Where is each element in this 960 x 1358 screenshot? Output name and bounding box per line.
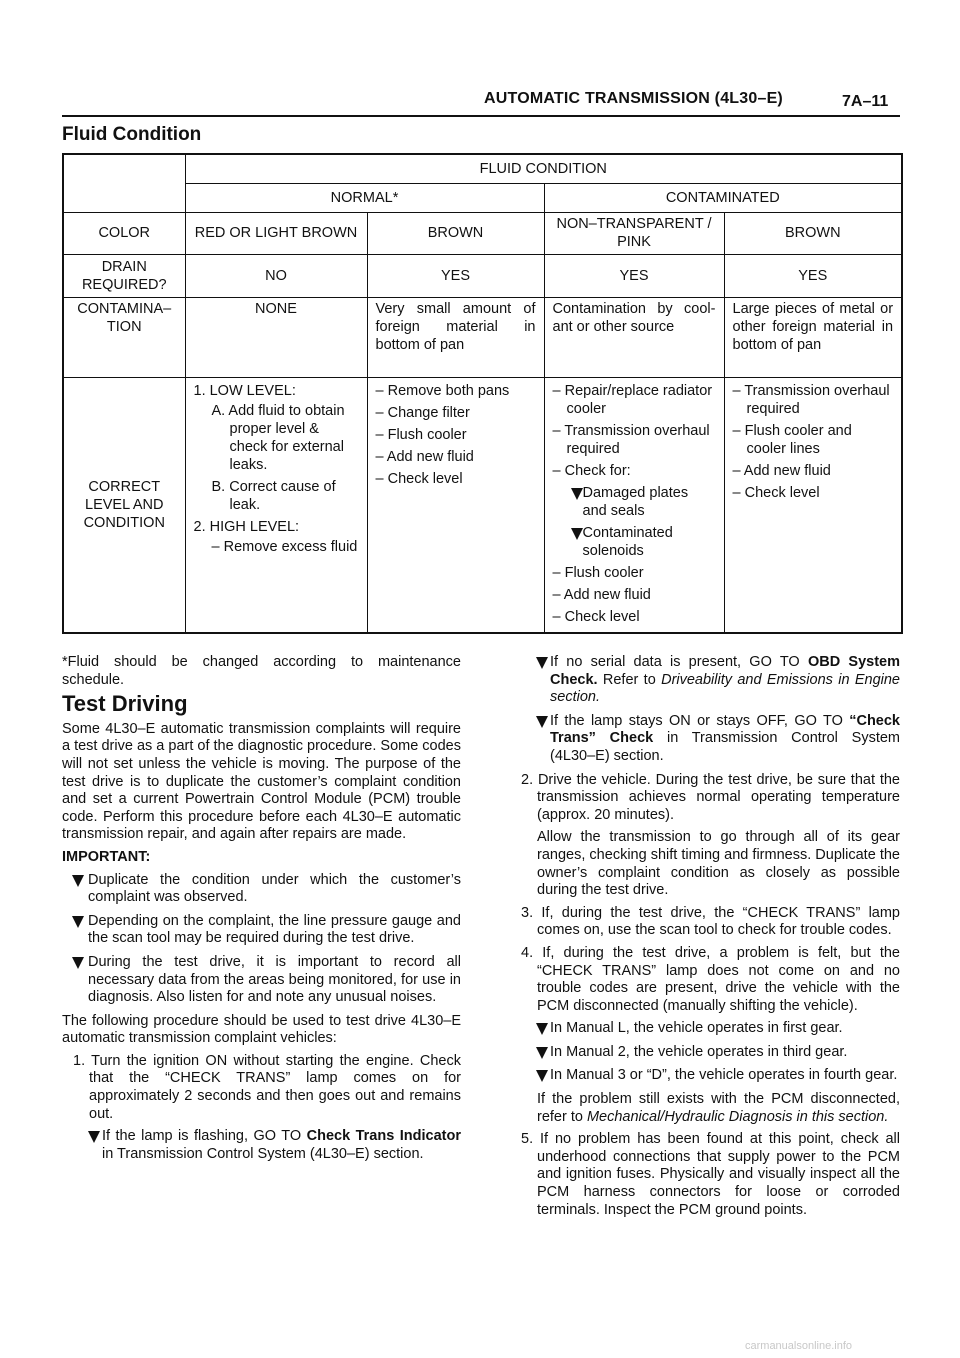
table-cell xyxy=(544,377,724,633)
list-item: – Transmission overhaul required xyxy=(732,382,890,417)
list-item xyxy=(510,1020,900,1038)
table-cell: NONE xyxy=(185,297,367,377)
watermark: carmanualsonline.info xyxy=(745,1340,853,1352)
table-row xyxy=(63,297,902,377)
table-title: FLUID CONDITION xyxy=(185,154,902,183)
list-item-text: If the lamp is flashing, GO TO xyxy=(102,1128,307,1145)
list-item: – Flush cooler and cooler lines xyxy=(732,422,852,457)
list-item: – Transmission overhaul required xyxy=(552,422,710,457)
list-item xyxy=(62,913,461,948)
bullet-triangle-icon xyxy=(536,657,548,669)
link-check-trans-indicator: Check Trans Indicator xyxy=(306,1128,461,1145)
table-row xyxy=(63,212,902,254)
list-item-text: During the test drive, it is important to record all necessary data from the areas being monitored, for use in diagnosis. Also listen for and note any unusual noises. xyxy=(88,953,461,1006)
list-item: – Repair/replace radiator cooler xyxy=(552,382,713,417)
table-cell xyxy=(367,377,544,633)
table-row xyxy=(63,254,902,297)
table-cell: Very small amount of foreign material in bottom of pan xyxy=(367,297,544,377)
step-4: 4. If, during the test drive, a problem is felt, but the “CHECK TRANS” lamp does not come on and no trouble codes are present, drive the vehicle with the PCM disconnected (manually shifting the vehicle). xyxy=(521,944,900,1014)
list-item: – Add new fluid xyxy=(732,462,831,479)
header-title: AUTOMATIC TRANSMISSION (4L30–E) xyxy=(484,90,783,107)
list-item: – Check for: xyxy=(552,462,631,479)
list-item xyxy=(62,954,461,1007)
list-item: – Add new fluid xyxy=(375,448,474,465)
left-column xyxy=(62,654,461,1169)
step-2-continued: Allow the transmission to go through all of its gear ranges, checking shift timing and firmness. Duplicate the owner’s complaint condition as closely as possible during the test drive. xyxy=(537,829,900,899)
bullet-triangle-icon xyxy=(571,528,583,540)
important-label: IMPORTANT: xyxy=(62,848,151,865)
table-corner-cell xyxy=(63,154,185,212)
list-item-text: Refer to xyxy=(597,671,662,688)
table-row xyxy=(63,377,902,633)
list-item: – Flush cooler xyxy=(375,426,467,443)
link-obd-system-check: OBD System Check. xyxy=(550,654,900,688)
table-cell: BROWN xyxy=(367,212,544,254)
list-item-text: in Transmission Control System (4L30–E) section. xyxy=(102,1145,424,1162)
group-contaminated: CONTAMINATED xyxy=(544,183,902,212)
bullet-triangle-icon xyxy=(571,488,583,500)
bullet-triangle-icon xyxy=(536,1023,548,1035)
fluid-condition-table xyxy=(62,153,903,634)
step-5: 5. If no problem has been found at this point, check all underhood connections that supply power to the PCM and ignition fuses. Physically and visually inspect all the PCM harness connectors for loose or corroded terminals. Inspect the PCM ground points. xyxy=(521,1131,900,1218)
table-cell: YES xyxy=(367,254,544,297)
table-cell: NO xyxy=(185,254,367,297)
list-item: A. Add fluid to obtain proper level & check for external leaks. xyxy=(211,402,345,473)
bullet-triangle-icon xyxy=(72,957,84,969)
step-2: 2. Drive the vehicle. During the test drive, be sure that the transmission achieves normal operating temperature (approx. 20 minutes). xyxy=(521,771,900,823)
list-item-text: In Manual 2, the vehicle operates in third gear. xyxy=(550,1043,848,1060)
table-footnote: *Fluid should be changed according to maintenance schedule. xyxy=(62,654,461,688)
section-title: Fluid Condition xyxy=(62,124,202,145)
bullet-triangle-icon xyxy=(536,1070,548,1082)
group-normal: NORMAL* xyxy=(185,183,544,212)
list-item-text: Depending on the complaint, the line pressure gauge and the scan tool may be required during the test drive. xyxy=(88,912,461,947)
list-item-text: If no serial data is present, GO TO xyxy=(550,654,808,670)
list-item: – Remove both pans xyxy=(375,382,510,399)
link-check-trans-check: “Check Trans” Check xyxy=(550,712,900,747)
page-number: 7A–11 xyxy=(842,93,889,110)
bullet-triangle-icon xyxy=(88,1131,100,1143)
list-item xyxy=(510,1067,900,1085)
list-item xyxy=(510,713,900,766)
table-cell: Contamination by cool- ant or other source xyxy=(544,297,724,377)
list-item xyxy=(62,1128,461,1163)
heading-test-driving: Test Driving xyxy=(62,691,188,717)
list-item xyxy=(553,484,716,520)
list-item: – Remove excess fluid xyxy=(211,538,358,555)
list-item: 1. LOW LEVEL: xyxy=(193,382,296,399)
list-item-text: In Manual 3 or “D”, the vehicle operates in fourth gear. xyxy=(550,1067,898,1084)
bullet-triangle-icon xyxy=(536,1047,548,1059)
list-item: – Change filter xyxy=(375,404,470,421)
table-cell: NON–TRANSPARENT / PINK xyxy=(544,212,724,254)
list-item-text: Contaminated solenoids xyxy=(582,524,673,559)
right-column xyxy=(510,654,900,1224)
list-item: – Check level xyxy=(732,484,820,501)
table-cell: BROWN xyxy=(724,212,902,254)
bullet-triangle-icon xyxy=(536,716,548,728)
table-cell: YES xyxy=(724,254,902,297)
list-item-text: in Transmission Control System (4L30–E) section. xyxy=(550,730,900,764)
procedure-intro: The following procedure should be used to test drive 4L30–E automatic transmission complaint vehicles: xyxy=(62,1012,461,1047)
list-item-text: In Manual L, the vehicle operates in first gear. xyxy=(550,1020,843,1037)
bullet-triangle-icon xyxy=(72,875,84,887)
list-item: – Add new fluid xyxy=(552,586,651,603)
list-item: 2. HIGH LEVEL: xyxy=(193,518,300,535)
header-rule xyxy=(62,115,900,117)
table-cell xyxy=(724,377,902,633)
intro-paragraph: Some 4L30–E automatic transmission complaints will require a test drive as a part of the diagnostic procedure. Some codes will not set unless the vehicle is moving. The purpose of the test drive is to duplicate the customer’s complaint condition and set a current Powertrain Control Module (PCM) trouble code. Perform this procedure before each 4L30–E automatic transmission repair, and again after repairs are made. xyxy=(62,720,461,843)
list-item xyxy=(62,872,461,907)
list-item: – Check level xyxy=(375,470,463,487)
paragraph-text: If the problem still exists with the PCM disconnected, refer to xyxy=(537,1091,900,1125)
row-label-correct: CORRECT LEVEL AND CONDITION xyxy=(63,377,185,633)
list-item: – Check level xyxy=(552,608,640,625)
list-item-text: Duplicate the condition under which the customer’s complaint was observed. xyxy=(88,871,461,906)
table-cell: RED OR LIGHT BROWN xyxy=(185,212,367,254)
step-1: 1. Turn the ignition ON without starting the engine. Check that the “CHECK TRANS” lamp comes on for approximately 2 seconds and then goes out and remains out. xyxy=(73,1052,461,1122)
table-cell xyxy=(185,377,367,633)
step-3: 3. If, during the test drive, the “CHECK TRANS” lamp comes on, use the scan tool to check for trouble codes. xyxy=(521,904,900,939)
reference-text: Mechanical/Hydraulic Diagnosis in this section. xyxy=(586,1108,889,1125)
list-item xyxy=(553,524,716,560)
list-item-text: Damaged plates and seals xyxy=(582,484,689,519)
step-4-continued xyxy=(510,1091,900,1126)
list-item: – Flush cooler xyxy=(552,564,644,581)
bullet-triangle-icon xyxy=(72,916,84,928)
table-cell: Large pieces of metal or other foreign material in bottom of pan xyxy=(724,297,902,377)
list-item xyxy=(510,654,900,707)
table-cell: YES xyxy=(544,254,724,297)
row-label-color: COLOR xyxy=(63,212,185,254)
reference-text: Driveability and Emissions in Engine section. xyxy=(550,671,900,706)
list-item: B. Correct cause of leak. xyxy=(211,478,336,513)
list-item-text: If the lamp stays ON or stays OFF, GO TO xyxy=(550,712,850,729)
row-label-contamination: CONTAMINA– TION xyxy=(63,297,185,377)
list-item xyxy=(510,1044,900,1062)
row-label-drain: DRAIN REQUIRED? xyxy=(63,254,185,297)
